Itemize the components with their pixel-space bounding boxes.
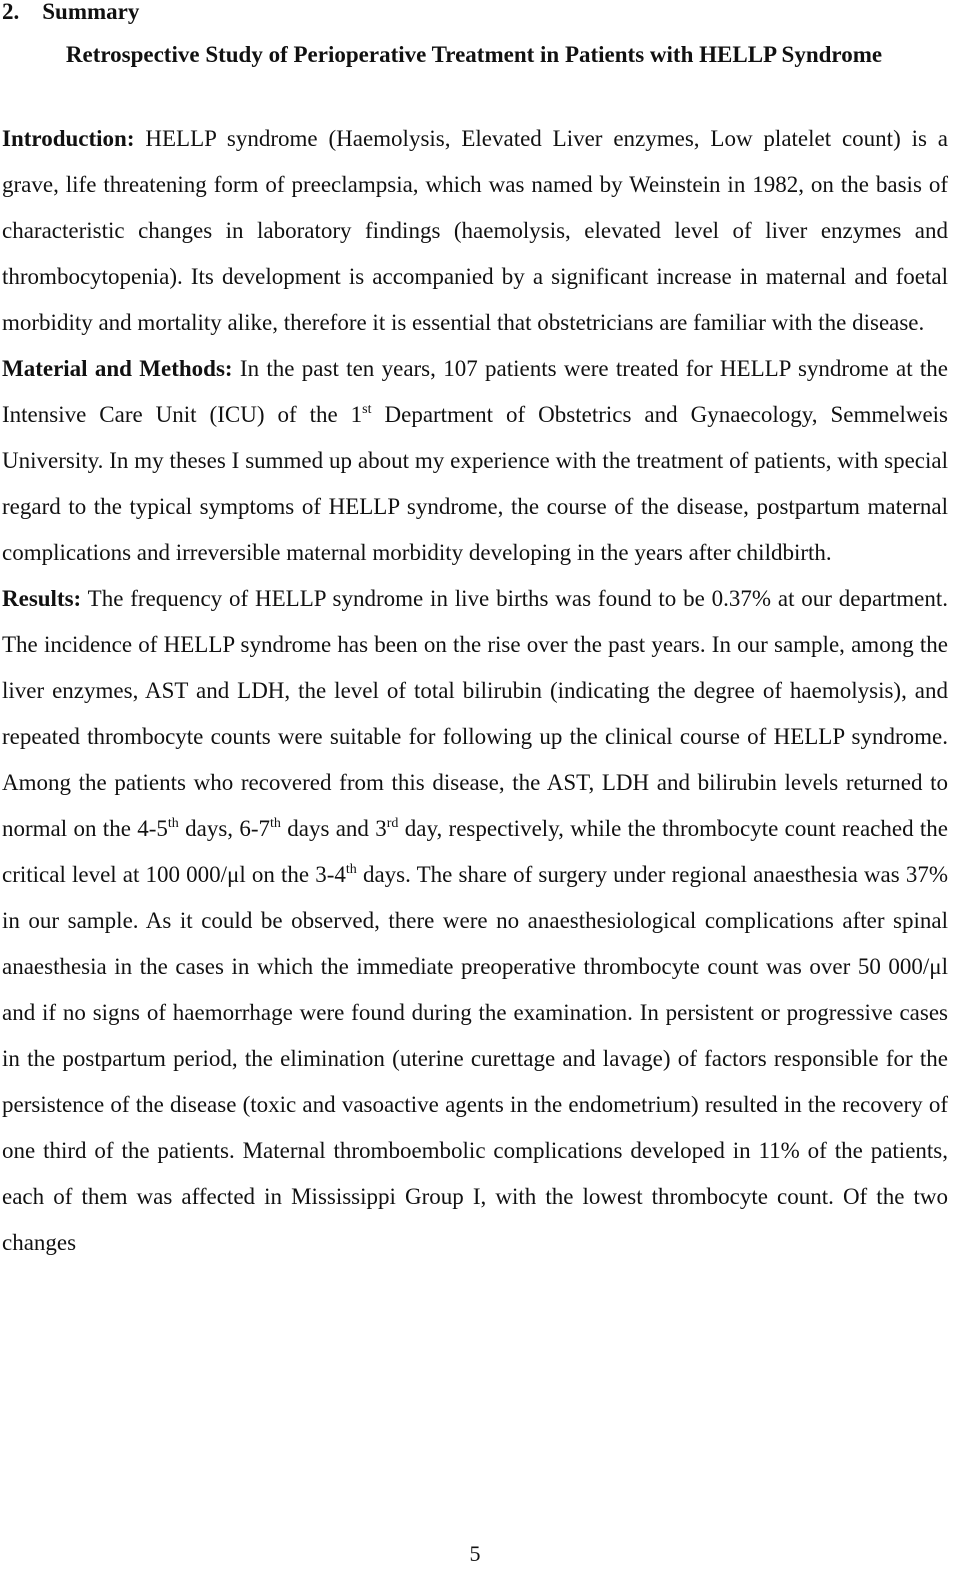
results-sup-3: rd <box>386 816 399 831</box>
results-sup-4: th <box>345 862 357 877</box>
results-text-4: day, respectively, while the thrombocyte count reached the critical level at 100 000/μl on the 3-4 <box>2 816 949 887</box>
methods-text-a: In the past ten years, 107 patients were treated for HELLP syndrome at the Intensive Care Unit (ICU) of the 1 <box>2 356 948 427</box>
section-heading <box>2 0 139 26</box>
results-sup-1: th <box>167 816 179 831</box>
section-title: Summary <box>42 0 140 24</box>
methods-sup: st <box>362 402 372 417</box>
results-text-3: days and 3 <box>287 816 387 841</box>
document-title: Retrospective Study of Perioperative Treatment in Patients with HELLP Syndrome <box>65 42 883 67</box>
results-text-2: days, 6-7 <box>185 816 271 841</box>
results-paragraph <box>2 576 948 1266</box>
introduction-label: Introduction: <box>2 126 135 151</box>
page-number: 5 <box>469 1541 481 1566</box>
results-sup-2: th <box>270 816 281 831</box>
methods-label: Material and Methods: <box>2 356 233 381</box>
results-text-1: The frequency of HELLP syndrome in live births was found to be 0.37% at our department. The incidence of HELLP syndrome has been on the rise over the past years. In our sample, among the liver enzymes, AST and LDH, the level of total bilirubin (indicating the degree of haemolysis), and repeated thrombocyte counts were suitable for following up the clinical course of HELLP syndrome. Among the patients who recovered from this disease, the AST, LDH and bilirubin levels returned to normal on the 4-5 <box>2 586 948 841</box>
results-label: Results: <box>2 586 82 611</box>
introduction-text: HELLP syndrome (Haemolysis, Elevated Liver enzymes, Low platelet count) is a grave, life threatening form of preeclampsia, which was named by Weinstein in 1982, on the basis of characteristic changes in laboratory findings (haemolysis, elevated level of liver enzymes and thrombocytopenia). Its development is accompanied by a significant increase in maternal and foetal morbidity and mortality alike, therefore it is essential that obstetricians are familiar with the disease. <box>2 126 948 335</box>
section-number: 2. <box>2 0 20 24</box>
introduction-paragraph <box>2 116 948 346</box>
methods-text-b: Department of Obstetrics and Gynaecology, Semmelweis University. In my theses I summed up about my experience with the treatment of patients, with special regard to the typical symptoms of HELLP syndrome, the course of the disease, postpartum maternal complications and irreversible maternal morbidity developing in the years after childbirth. <box>2 402 948 565</box>
methods-paragraph <box>2 346 948 576</box>
summary-body <box>2 116 948 1266</box>
results-text-5: days. The share of surgery under regional anaesthesia was 37% in our sample. As it could be observed, there were no anaesthesiological complications after spinal anaesthesia in the cases in which the immediate preoperative thrombocyte count was over 50 000/μl and if no signs of haemorrhage were found during the examination. In persistent or progressive cases in the postpartum period, the elimination (uterine curettage and lavage) of factors responsible for the persistence of the disease (toxic and vasoactive agents in the endometrium) resulted in the recovery of one third of the patients. Maternal thromboembolic complications developed in 11% of the patients, each of them was affected in Mississippi Group I, with the lowest thrombocyte count. Of the two changes <box>2 862 948 1255</box>
